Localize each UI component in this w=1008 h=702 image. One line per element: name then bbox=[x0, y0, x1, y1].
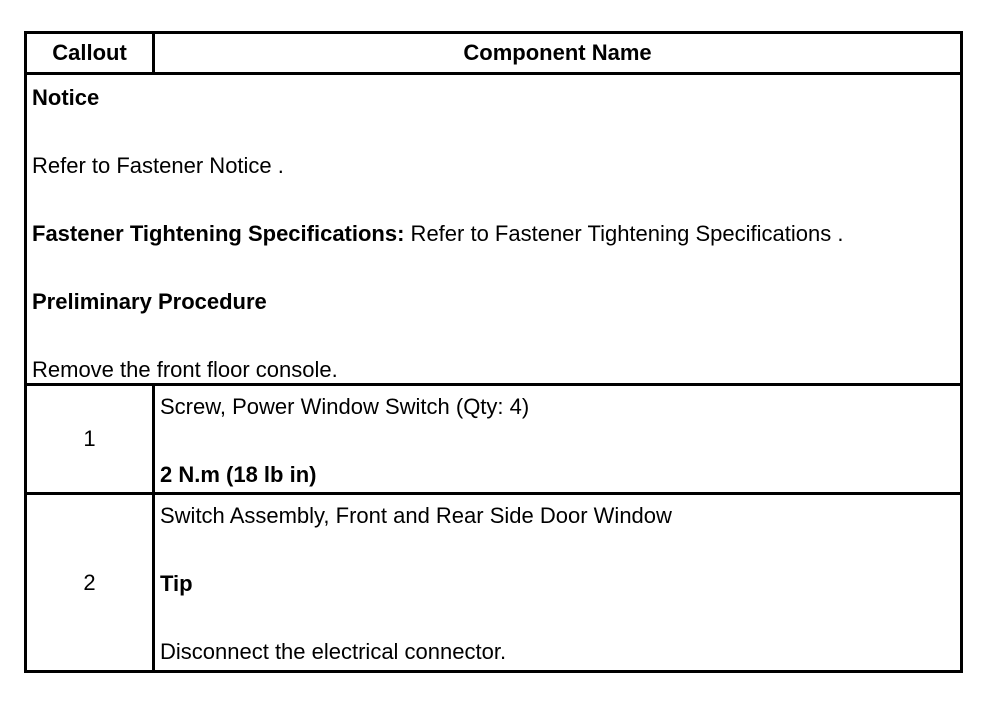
table-header-row bbox=[27, 34, 960, 75]
table-row bbox=[27, 386, 960, 495]
notice-block bbox=[27, 75, 848, 383]
tip-text: Disconnect the electrical connector. bbox=[160, 639, 507, 664]
callout-cell: 1 bbox=[27, 386, 155, 492]
preliminary-procedure-text: Remove the front floor console. bbox=[32, 357, 338, 382]
component-name-header: Component Name bbox=[463, 40, 652, 65]
tip-label: Tip bbox=[160, 571, 193, 596]
notice-title: Notice bbox=[32, 85, 100, 110]
callout-header: Callout bbox=[27, 34, 155, 72]
torque-spec: 2 N.m (18 lb in) bbox=[160, 462, 317, 487]
procedure-table bbox=[24, 31, 963, 673]
component-cell bbox=[155, 386, 960, 492]
table-row bbox=[27, 495, 960, 670]
component-cell bbox=[155, 495, 960, 670]
fastener-spec-text: Refer to Fastener Tightening Specifications . bbox=[404, 221, 844, 246]
fastener-spec-label: Fastener Tightening Specifications: bbox=[32, 221, 405, 246]
preliminary-procedure-title: Preliminary Procedure bbox=[32, 289, 267, 314]
fastener-spec-line bbox=[32, 217, 843, 251]
component-name: Screw, Power Window Switch (Qty: 4) bbox=[160, 394, 530, 419]
callout-cell: 2 bbox=[27, 495, 155, 670]
fastener-notice-text: Refer to Fastener Notice . bbox=[32, 153, 284, 178]
notice-row bbox=[27, 75, 960, 386]
component-name: Switch Assembly, Front and Rear Side Door Window bbox=[160, 503, 672, 528]
